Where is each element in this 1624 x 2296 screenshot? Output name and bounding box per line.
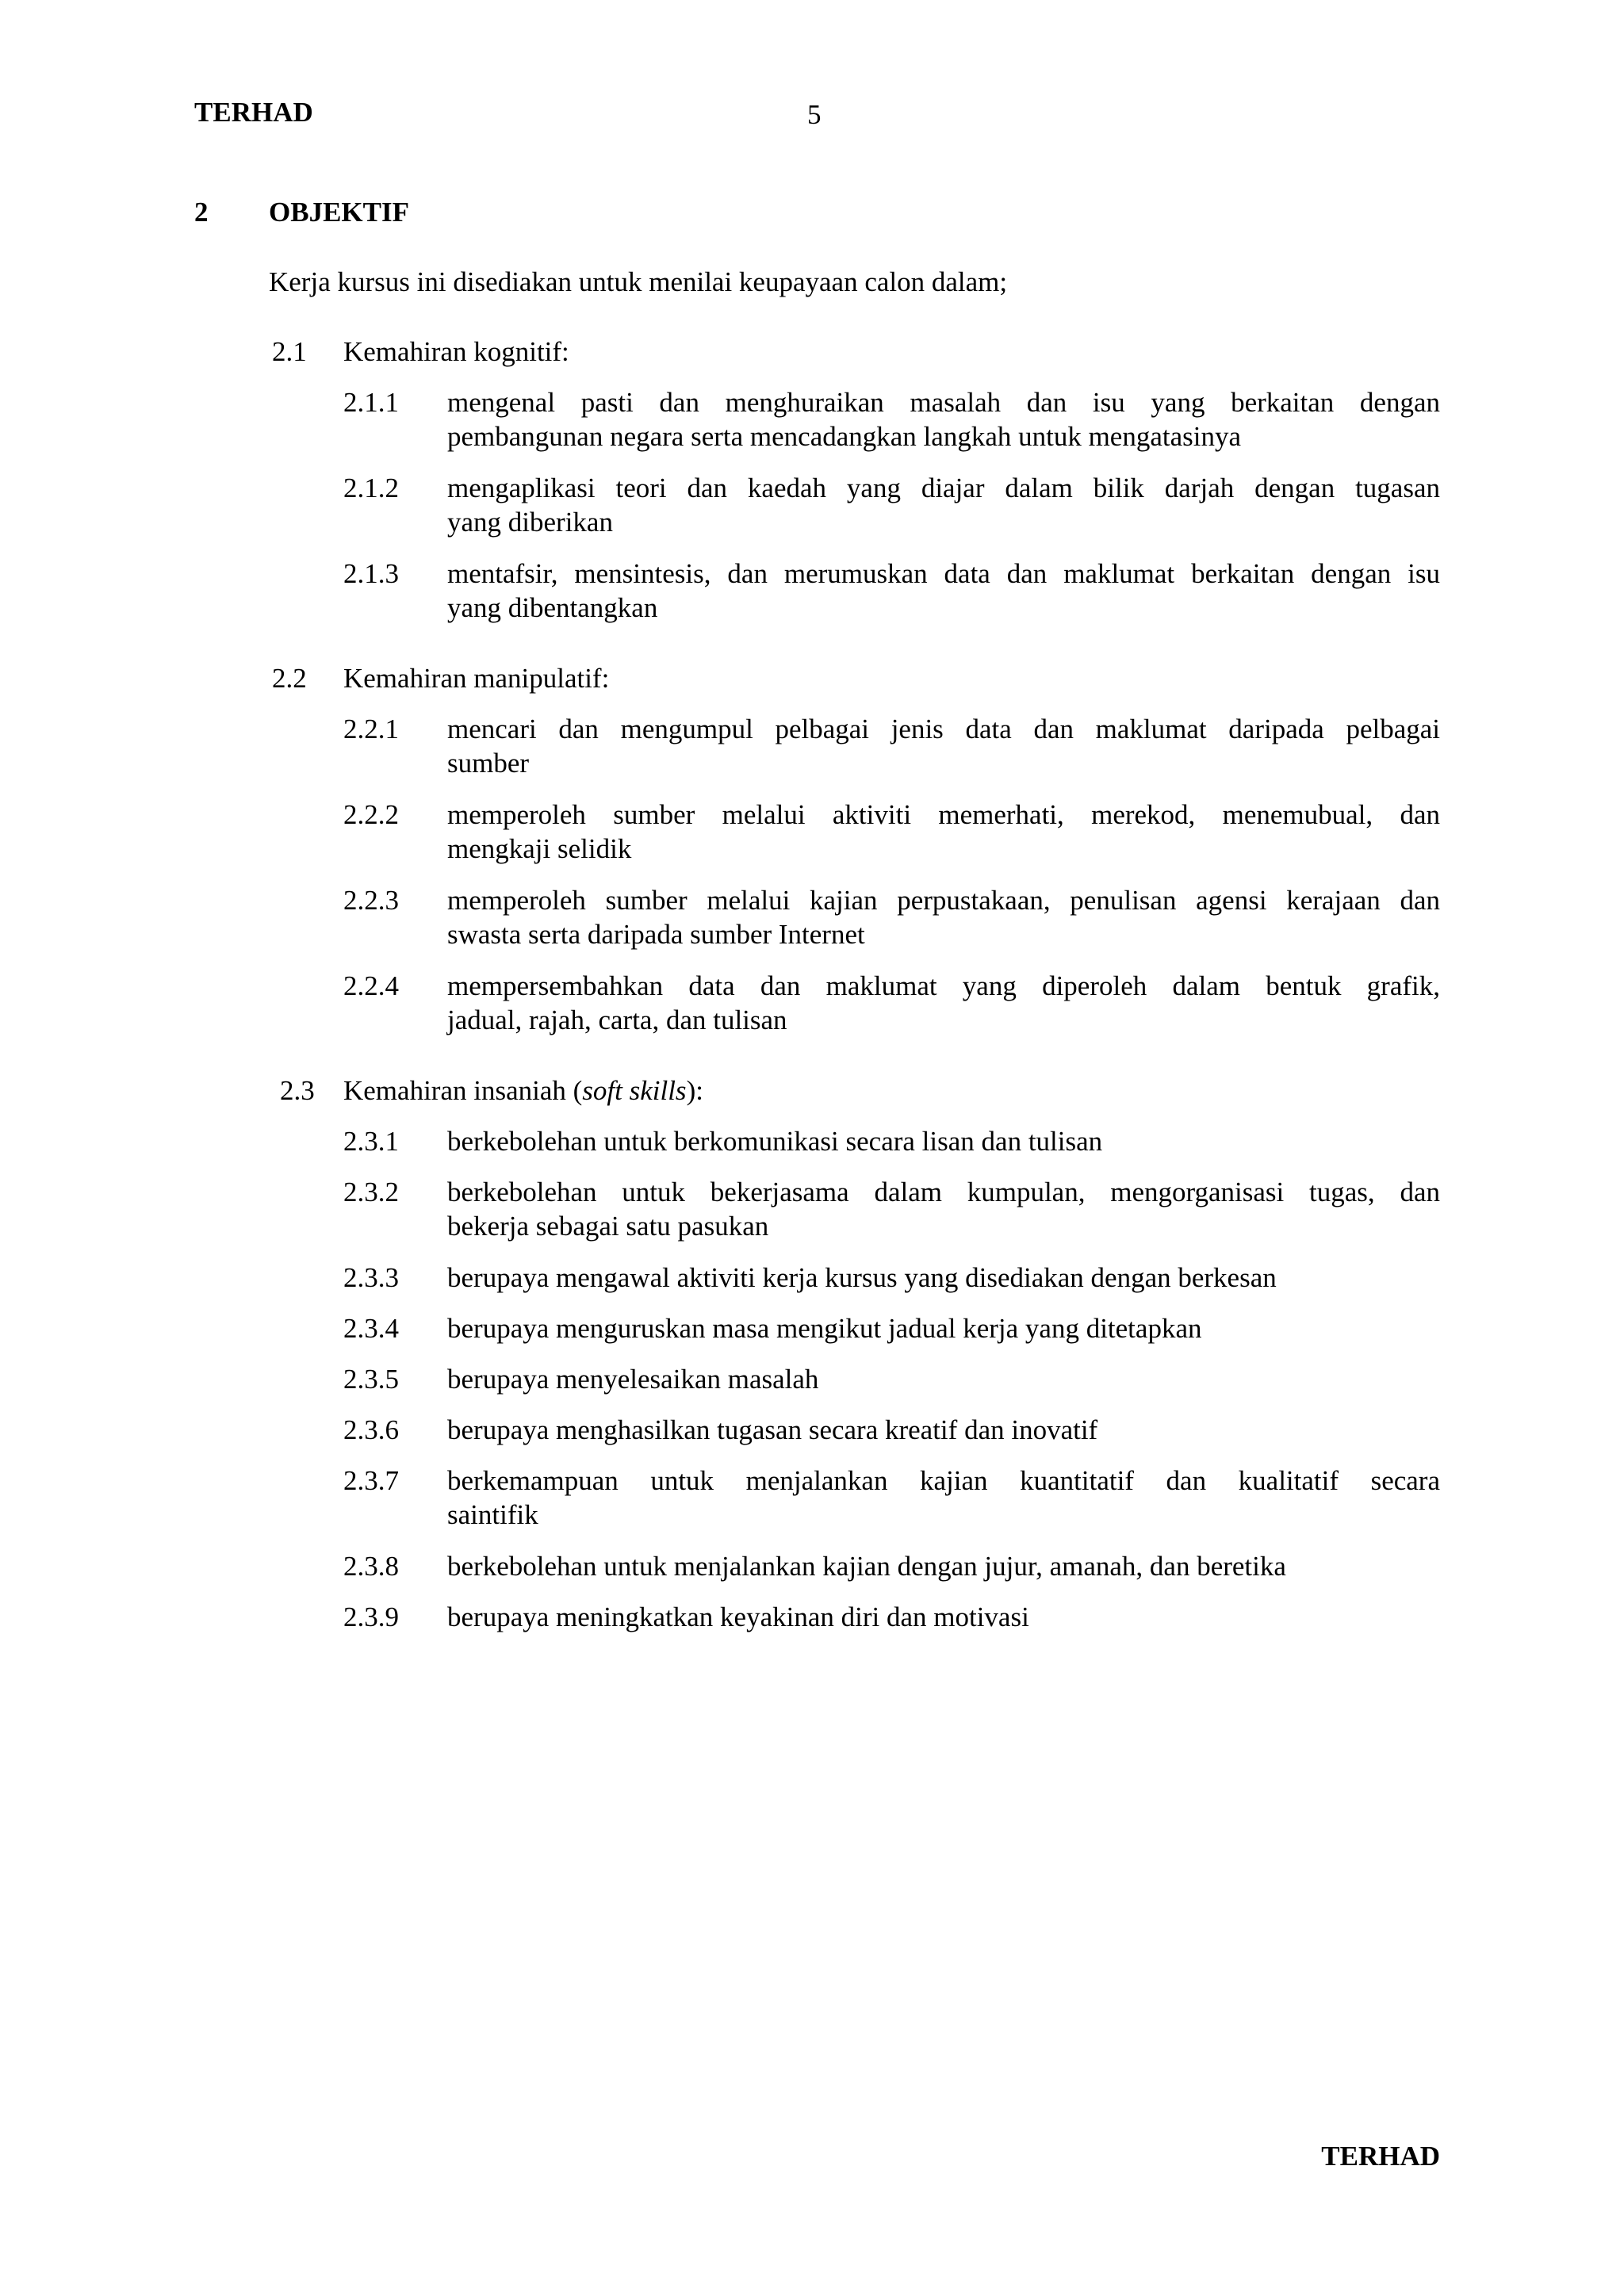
header-classification: TERHAD (194, 97, 313, 128)
subsection-label-prefix: Kemahiran insaniah ( (343, 1075, 583, 1106)
item-line: mempersembahkan data dan maklumat yang diperoleh dalam bentuk grafik, (447, 970, 1440, 1001)
item-line: berupaya menghasilkan tugasan secara kreatif dan inovatif (447, 1414, 1098, 1445)
item-number: 2.3.3 (343, 1262, 399, 1293)
item-line: memperoleh sumber melalui aktiviti memerhati, merekod, menemubual, dan (447, 799, 1440, 830)
list-item-text (447, 385, 1440, 453)
item-line: mengenal pasti dan menghuraikan masalah dan isu yang berkaitan dengan (447, 387, 1440, 418)
list-item-text (447, 1600, 1440, 1634)
subsection-number: 2.3 (280, 1075, 315, 1106)
item-line: berkemampuan untuk menjalankan kajian kuantitatif dan kualitatif secara (447, 1465, 1440, 1496)
subsection-label: Kemahiran manipulatif: (343, 663, 610, 694)
item-line: yang dibentangkan (447, 592, 658, 623)
item-line: berkebolehan untuk menjalankan kajian dengan jujur, amanah, dan beretika (447, 1551, 1286, 1582)
item-number: 2.3.4 (343, 1313, 399, 1344)
item-line: berupaya menyelesaikan masalah (447, 1364, 819, 1395)
item-number: 2.3.6 (343, 1414, 399, 1445)
list-item-text (447, 883, 1440, 951)
item-number: 2.3.9 (343, 1601, 399, 1632)
item-line: bekerja sebagai satu pasukan (447, 1211, 769, 1242)
footer-classification: TERHAD (1321, 2141, 1440, 2172)
subsection-label (343, 1073, 703, 1108)
item-line: saintifik (447, 1499, 538, 1530)
subsection-number: 2.1 (272, 336, 307, 367)
item-line: mentafsir, mensintesis, dan merumuskan data dan maklumat berkaitan dengan isu (447, 558, 1440, 589)
subsection-number: 2.2 (272, 663, 307, 694)
section-number: 2 (194, 197, 209, 228)
list-item-text (447, 1413, 1440, 1447)
item-line: swasta serta daripada sumber Internet (447, 919, 865, 950)
subsection-label-italic: soft skills (582, 1075, 687, 1106)
item-number: 2.1.2 (343, 473, 399, 503)
list-item-text (447, 557, 1440, 625)
item-number: 2.3.7 (343, 1465, 399, 1496)
list-item-text (447, 1549, 1440, 1583)
item-number: 2.3.1 (343, 1126, 399, 1157)
item-number: 2.1.1 (343, 387, 399, 418)
item-number: 2.2.2 (343, 799, 399, 830)
item-line: berkebolehan untuk berkomunikasi secara lisan dan tulisan (447, 1126, 1103, 1157)
item-line: jadual, rajah, carta, dan tulisan (447, 1004, 787, 1035)
list-item-text (447, 712, 1440, 780)
item-line: berupaya menguruskan masa mengikut jadual kerja yang ditetapkan (447, 1313, 1202, 1344)
item-number: 2.3.5 (343, 1364, 399, 1395)
section-intro: Kerja kursus ini disediakan untuk menilai keupayaan calon dalam; (269, 266, 1008, 297)
list-item-text (447, 969, 1440, 1037)
item-line: mencari dan mengumpul pelbagai jenis data dan maklumat daripada pelbagai (447, 714, 1440, 744)
list-item-text (447, 471, 1440, 539)
item-line: yang diberikan (447, 507, 613, 538)
list-item-text (447, 1175, 1440, 1243)
list-item-text (447, 1261, 1440, 1295)
item-line: mengaplikasi teori dan kaedah yang diajar dalam bilik darjah dengan tugasan (447, 473, 1440, 503)
section-title: OBJEKTIF (269, 197, 409, 228)
item-line: mengkaji selidik (447, 833, 632, 864)
item-number: 2.3.2 (343, 1177, 399, 1207)
item-number: 2.2.4 (343, 970, 399, 1001)
item-number: 2.1.3 (343, 558, 399, 589)
subsection-label-suffix: ): (686, 1075, 703, 1106)
item-number: 2.3.8 (343, 1551, 399, 1582)
page-number: 5 (807, 99, 822, 130)
item-line: sumber (447, 748, 530, 779)
item-line: berupaya mengawal aktiviti kerja kursus yang disediakan dengan berkesan (447, 1262, 1277, 1293)
item-line: berupaya meningkatkan keyakinan diri dan motivasi (447, 1601, 1029, 1632)
item-line: memperoleh sumber melalui kajian perpustakaan, penulisan agensi kerajaan dan (447, 885, 1440, 916)
list-item-text (447, 798, 1440, 866)
subsection-label: Kemahiran kognitif: (343, 336, 569, 367)
item-number: 2.2.1 (343, 714, 399, 744)
list-item-text (447, 1311, 1440, 1345)
list-item-text (447, 1124, 1440, 1158)
list-item-text (447, 1362, 1440, 1396)
item-line: berkebolehan untuk bekerjasama dalam kumpulan, mengorganisasi tugas, dan (447, 1177, 1440, 1207)
item-line: pembangunan negara serta mencadangkan langkah untuk mengatasinya (447, 421, 1242, 452)
item-number: 2.2.3 (343, 885, 399, 916)
list-item-text (447, 1464, 1440, 1532)
